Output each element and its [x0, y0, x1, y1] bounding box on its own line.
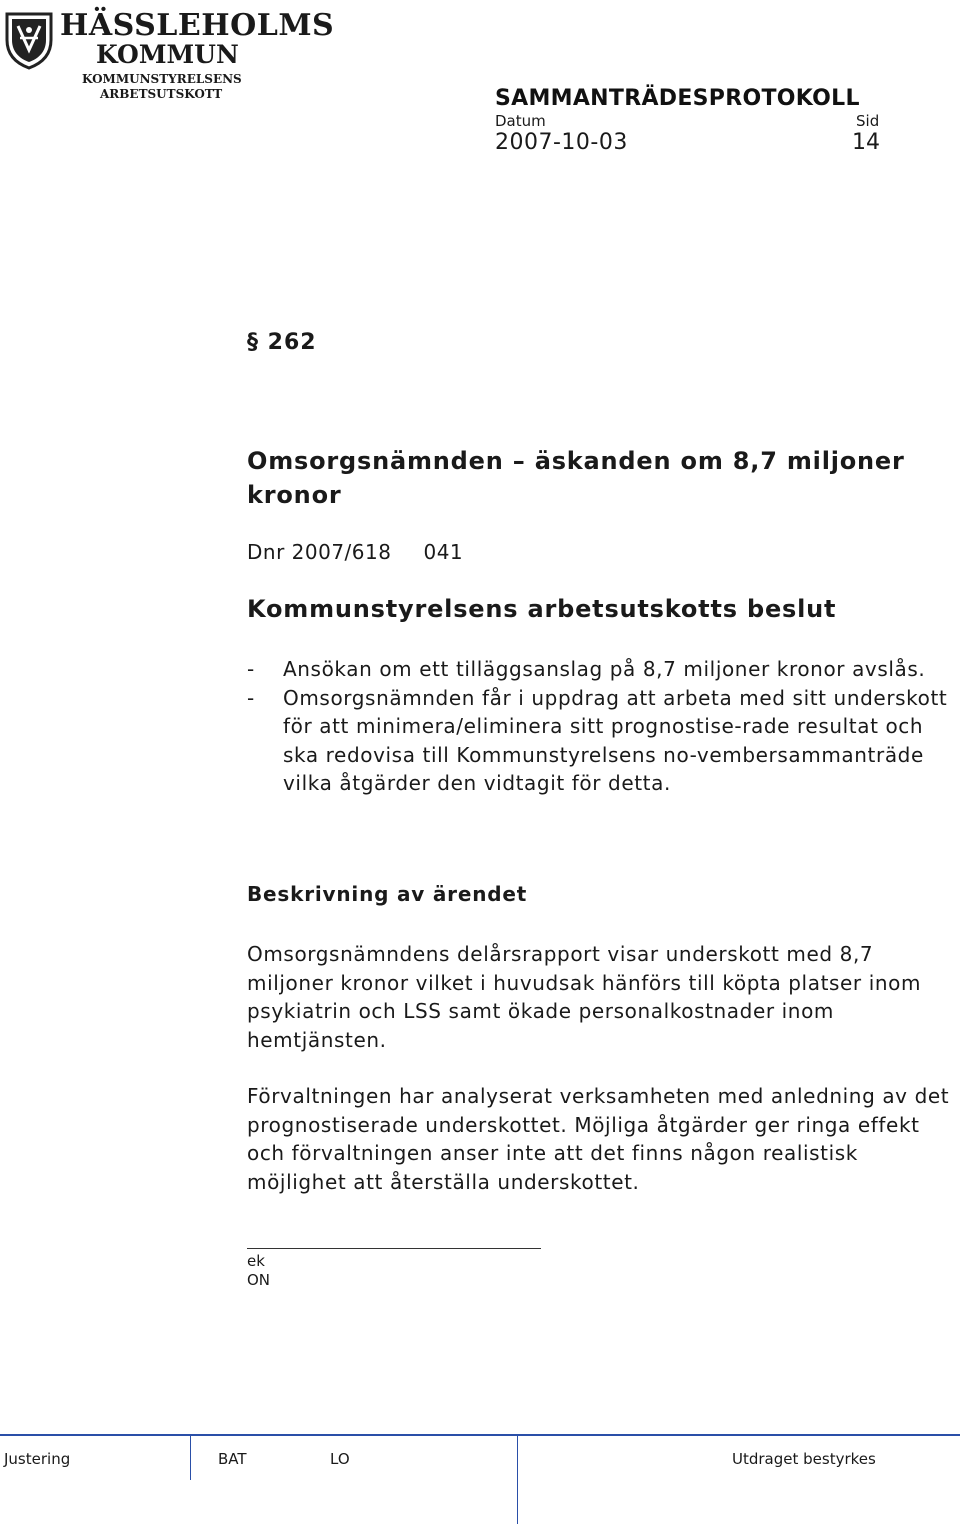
footer-rule: [0, 1434, 960, 1436]
decision-item: [247, 684, 957, 798]
bullet-dash: -: [247, 657, 255, 681]
document-title: SAMMANTRÄDESPROTOKOLL: [495, 86, 860, 111]
dnr-label: Dnr 2007/618: [247, 540, 392, 564]
date-label: Datum: [495, 112, 546, 130]
decision-item: [247, 655, 957, 684]
coat-of-arms-icon: [4, 10, 54, 70]
description-heading: Beskrivning av ärendet: [247, 882, 528, 906]
registration-number: [247, 540, 463, 564]
decision-list: [247, 655, 957, 798]
footer-divider: [517, 1434, 518, 1524]
bullet-dash: -: [247, 685, 255, 710]
item-heading: Omsorgsnämnden – äskanden om 8,7 miljoner kronor: [247, 447, 905, 509]
signature-initials-1: ek: [247, 1252, 265, 1270]
footer-extract-certified: Utdraget bestyrkes: [732, 1450, 876, 1468]
decision-text: Omsorgsnämnden får i uppdrag att arbeta med sitt underskott för att minimera/eliminera sitt prognostise-rade resultat och ska redovisa till Kommunstyrelsens no-vembersammanträde vilka åtgärder den vidtagit för detta.: [283, 685, 948, 795]
municipality-logo: [4, 6, 335, 101]
footer-justering: Justering: [4, 1450, 71, 1468]
footer-divider: [190, 1434, 191, 1480]
decision-heading: Kommunstyrelsens arbetsutskotts beslut: [247, 595, 837, 623]
footer-initials-2: LO: [330, 1450, 350, 1468]
paragraph-number: § 262: [247, 330, 317, 355]
page-label: Sid: [856, 112, 880, 130]
logo-line-1: HÄSSLEHOLMS: [60, 8, 335, 43]
description-paragraph: Omsorgsnämndens delårsrapport visar underskott med 8,7 miljoner kronor vilket i huvudsak hänförs till köpta platser inom psykiatrin och LSS samt ökade personalkostnader inom hemtjänsten.: [247, 942, 922, 1052]
decision-text: Ansökan om ett tilläggsanslag på 8,7 miljoner kronor avslås.: [283, 657, 926, 681]
footer-initials-1: BAT: [218, 1450, 247, 1468]
logo-line-4: ARBETSUTSKOTT: [100, 87, 223, 101]
dnr-code: 041: [423, 540, 464, 564]
meeting-date: 2007-10-03: [495, 130, 628, 155]
logo-line-2: KOMMUN: [96, 40, 239, 69]
signature-rule: [247, 1248, 541, 1249]
logo-line-3: KOMMUNSTYRELSENS: [82, 72, 242, 86]
description-paragraph: Förvaltningen har analyserat verksamheten med anledning av det prognostiserade underskottet. Möjliga åtgärder ger ringa effekt och förvaltningen anser inte att det finns någon realistisk möjlighet att återställa underskottet.: [247, 1084, 950, 1194]
signature-initials-2: ON: [247, 1271, 271, 1289]
page-number: 14: [852, 130, 880, 155]
